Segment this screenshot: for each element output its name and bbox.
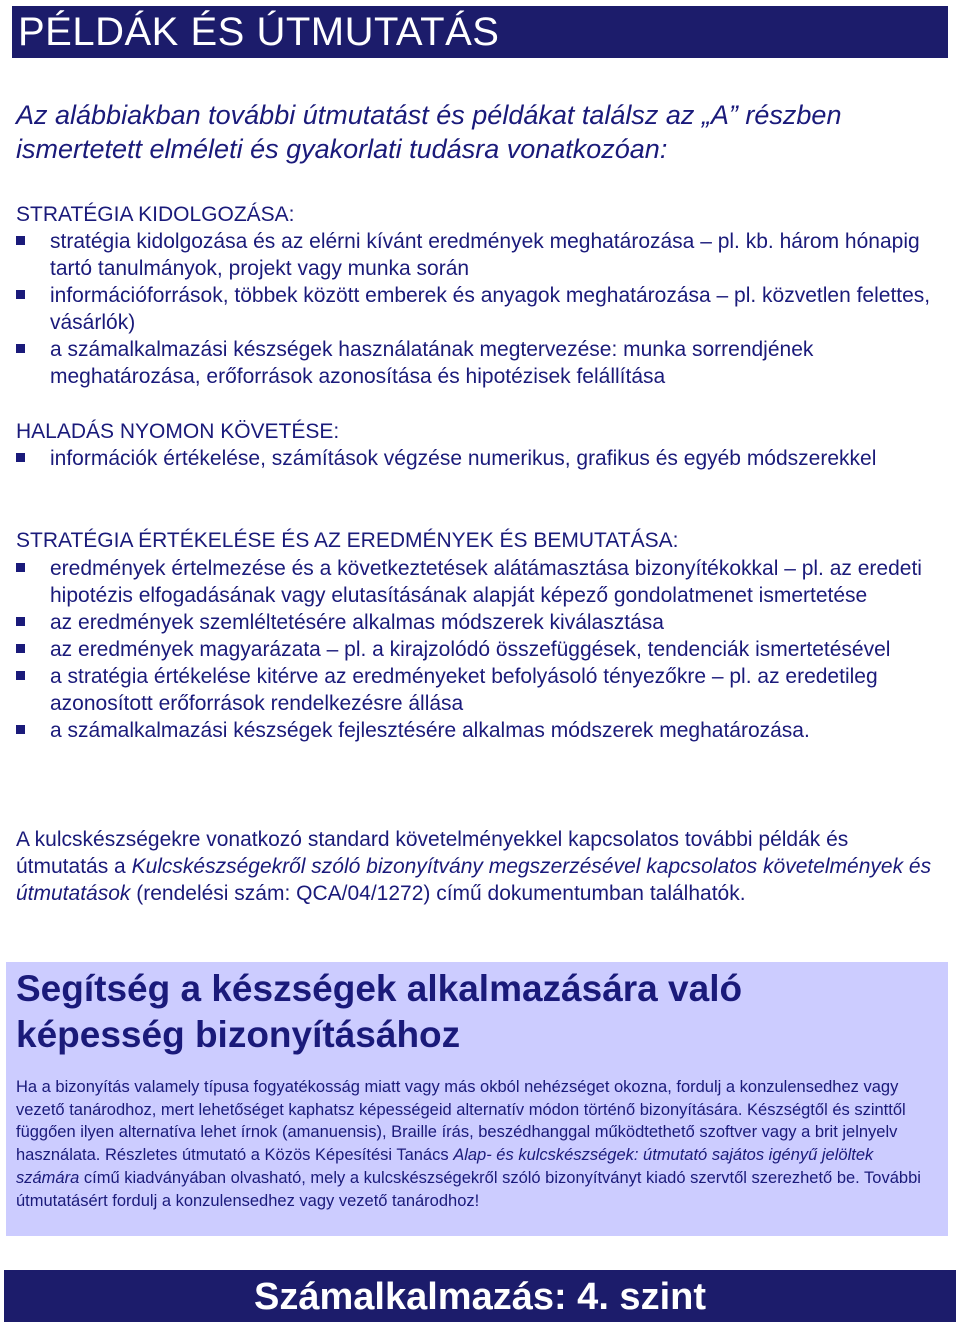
- list-item: a stratégia értékelése kitérve az eredményeket befolyásoló tényezőkre – pl. az eredetileg azonosított erőforrások rendelkezésre állása: [16, 663, 936, 717]
- bullet-square-icon: [16, 236, 25, 245]
- standards-paragraph: A kulcskészségekre vonatkozó standard követelményekkel kapcsolatos további példák és útmutatás a Kulcskészségekről szóló bizonyítvány megszerzésével kapcsolatos követelmények és útmutatások (rendelési szám: QCA/04/1272) című dokumentumban találhatók.: [16, 828, 932, 905]
- bullet-square-icon: [16, 725, 25, 734]
- section-heading-progress: HALADÁS NYOMON KÖVETÉSE:: [16, 420, 340, 443]
- list-item: a számalkalmazási készségek fejlesztésére alkalmas módszerek meghatározása.: [16, 717, 936, 744]
- page-title: PÉLDÁK ÉS ÚTMUTATÁS: [12, 6, 948, 58]
- list-item: információforrások, többek között emberek és anyagok meghatározása – pl. közvetlen felettes, vásárlók): [16, 282, 936, 336]
- bullet-square-icon: [16, 671, 25, 680]
- document-title-reference: Kulcskészségekről szóló bizonyítvány megszerzésével kapcsolatos követelmények és útmutatások: [16, 855, 932, 905]
- list-item: stratégia kidolgozása és az elérni kívánt eredmények meghatározása – pl. kb. három hónapig tartó tanulmányok, projekt vagy munka során: [16, 228, 936, 282]
- list-item: az eredmények szemléltetésére alkalmas módszerek kiválasztása: [16, 609, 936, 636]
- section-heading-evaluation: STRATÉGIA ÉRTÉKELÉSE ÉS AZ EREDMÉNYEK ÉS BEMUTATÁSA:: [16, 529, 679, 552]
- help-title: Segítség a készségek alkalmazására való képesség bizonyításához: [16, 968, 743, 1055]
- intro-text: Az alábbiakban további útmutatást és példákat találsz az „A” részben ismertetett elméleti és gyakorlati tudásra vonatkozóan:: [16, 100, 842, 164]
- evaluation-list: [16, 555, 936, 744]
- footer-title: Számalkalmazás: 4. szint: [4, 1270, 956, 1322]
- bullet-square-icon: [16, 644, 25, 653]
- strategy-list: [16, 228, 936, 390]
- help-text: Ha a bizonyítás valamely típusa fogyatékosság miatt vagy más okból nehézséget okozna, fordulj a konzulensedhez vagy vezető tanárodhoz, mert lehetőséget kaphatsz képességeid alternatív módon történő bizonyítására. Készségtől és szinttől függően ilyen alternatíva lehet írnok (amanuensis), Braille írás, beszédhanggal működtethető szoftver vagy a brit jelnyelv használata. Részletes útmutató a Közös Képesítési Tanács Alap- és kulcskészségek: útmutató sajátos igényű jelöltek számára című kiadványában olvasható, mely a kulcskészségekről szóló bizonyítványt kiadó szervtől szerezhető be. További útmutatásért fordulj a konzulensedhez vagy vezető tanárodhoz!: [16, 1078, 921, 1210]
- list-item: a számalkalmazási készségek használatának megtervezése: munka sorrendjének meghatározása, erőforrások azonosítása és hipotézisek felállítása: [16, 336, 936, 390]
- help-box: [6, 962, 948, 1236]
- bullet-square-icon: [16, 453, 25, 462]
- list-item: az eredmények magyarázata – pl. a kirajzolódó összefüggések, tendenciák ismertetésével: [16, 636, 936, 663]
- list-item: információk értékelése, számítások végzése numerikus, grafikus és egyéb módszerekkel: [16, 445, 936, 472]
- publication-title-reference: Alap- és kulcskészségek: útmutató sajátos igényű jelöltek számára: [16, 1146, 874, 1187]
- bullet-square-icon: [16, 617, 25, 626]
- bullet-square-icon: [16, 344, 25, 353]
- bullet-square-icon: [16, 563, 25, 572]
- list-item: eredmények értelmezése és a következtetések alátámasztása bizonyítékokkal – pl. az eredeti hipotézis elfogadásának vagy elutasításának alapját képező gondolatmenet ismertetése: [16, 555, 936, 609]
- section-heading-strategy: STRATÉGIA KIDOLGOZÁSA:: [16, 203, 295, 226]
- progress-list: [16, 445, 936, 472]
- bullet-square-icon: [16, 290, 25, 299]
